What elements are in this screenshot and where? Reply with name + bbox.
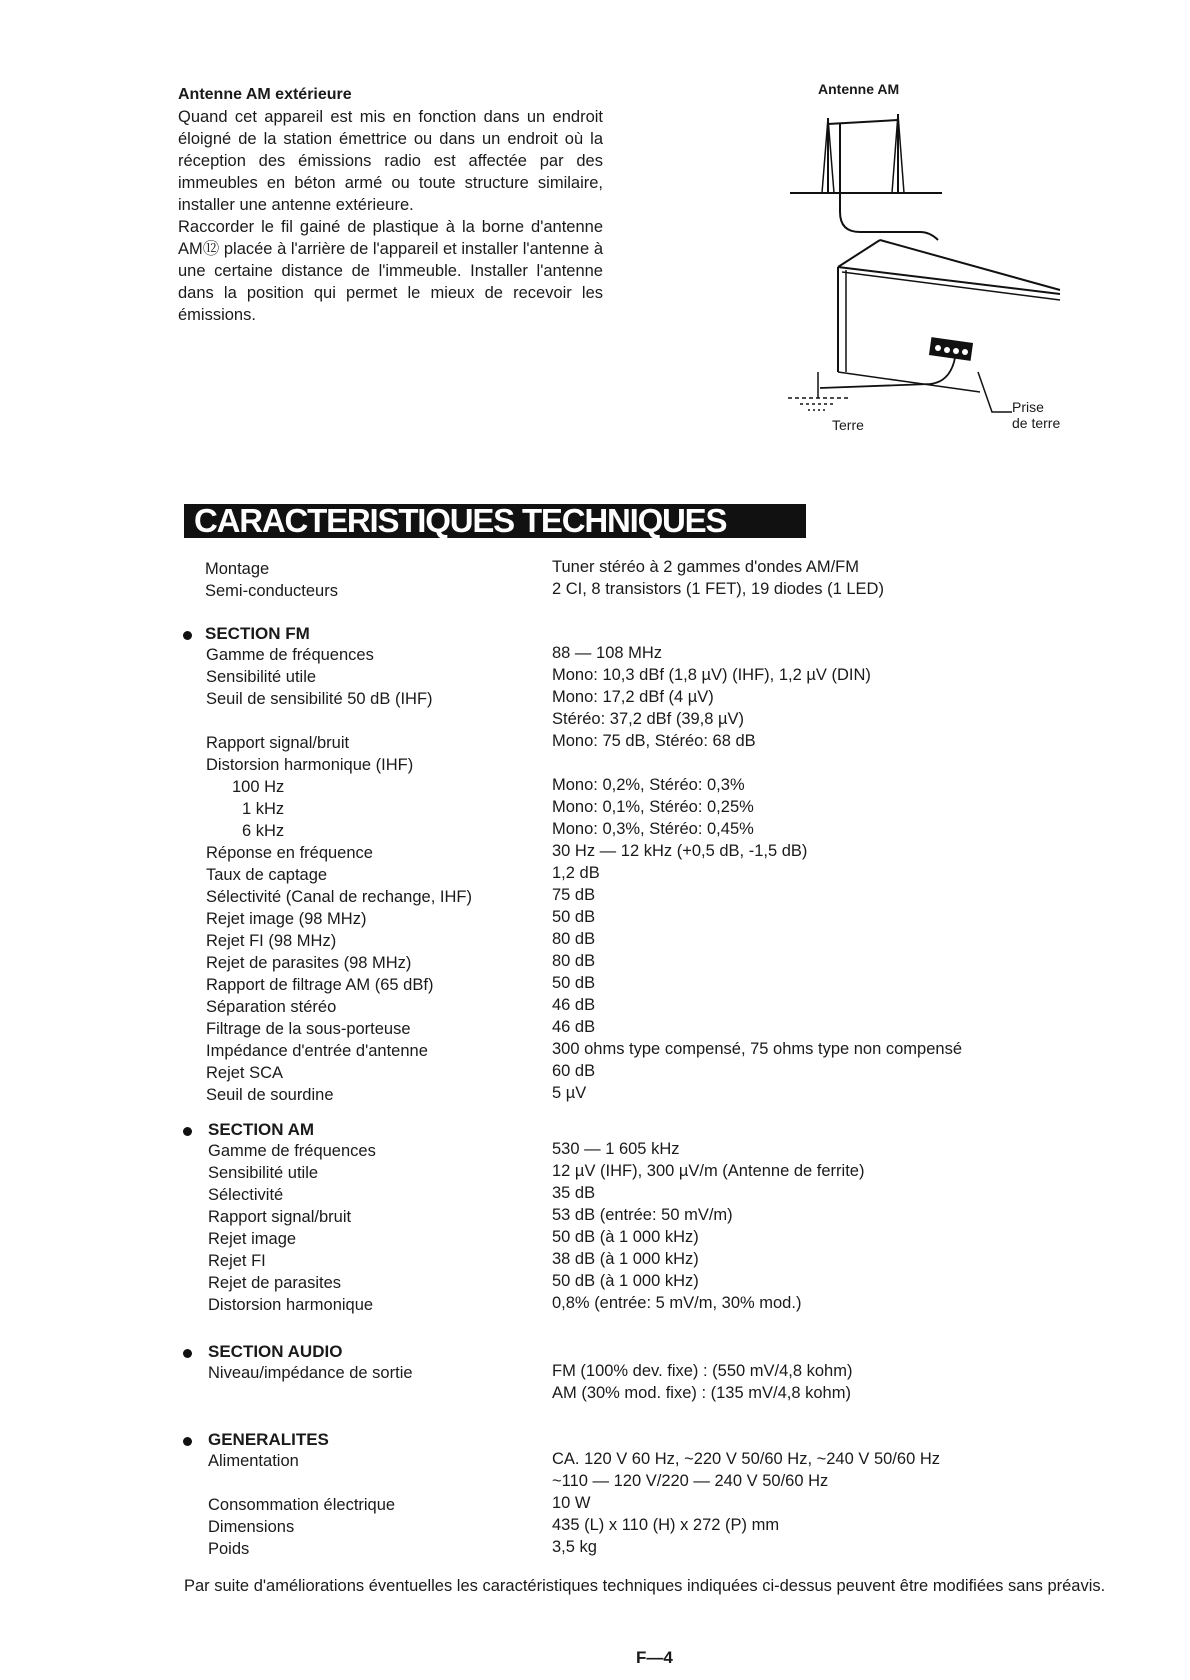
spec-label: Filtrage de la sous-porteuse — [206, 1020, 411, 1038]
spec-value: 50 dB — [552, 974, 596, 992]
spec-value: 50 dB (à 1 000 kHz) — [552, 1272, 699, 1290]
ground-socket-label-2: de terre — [1012, 415, 1061, 431]
spec-value: 30 Hz — 12 kHz (+0,5 dB, -1,5 dB) — [552, 842, 808, 860]
antenna-diagram — [780, 82, 1080, 442]
spec-value: 300 ohms type compensé, 75 ohms type non compensé — [552, 1040, 962, 1058]
spec-value: Mono: 17,2 dBf (4 µV) — [552, 688, 714, 706]
spec-label: Montage — [205, 560, 270, 578]
section-am-title: SECTION AM — [208, 1120, 315, 1139]
spec-value: 46 dB — [552, 1018, 596, 1036]
spec-value: Tuner stéréo à 2 gammes d'ondes AM/FM — [552, 558, 860, 576]
spec-value: ~110 — 120 V/220 — 240 V 50/60 Hz — [552, 1472, 829, 1490]
spec-value: 75 dB — [552, 886, 596, 904]
spec-label: Rejet SCA — [206, 1064, 284, 1082]
ground-socket-pointer — [978, 372, 1012, 412]
spec-label: Rejet image (98 MHz) — [206, 910, 367, 928]
antenna-diagram-svg — [780, 82, 1080, 442]
page-number: F—4 — [636, 1648, 673, 1667]
spec-label: Distorsion harmonique — [208, 1296, 374, 1314]
spec-label: Dimensions — [208, 1518, 295, 1536]
spec-label: Poids — [208, 1540, 250, 1558]
section-audio-title: SECTION AUDIO — [208, 1342, 343, 1361]
spec-label: Impédance d'entrée d'antenne — [206, 1042, 428, 1060]
spec-label: Distorsion harmonique (IHF) — [206, 756, 414, 774]
spec-value: 2 CI, 8 transistors (1 FET), 19 diodes (1 LED) — [552, 580, 884, 598]
ground-socket-label: Prise — [1012, 399, 1044, 415]
spec-value: 53 dB (entrée: 50 mV/m) — [552, 1206, 733, 1224]
spec-label: Rapport de filtrage AM (65 dBf) — [206, 976, 434, 994]
spec-value: Mono: 0,3%, Stéréo: 0,45% — [552, 820, 754, 838]
spec-value: 35 dB — [552, 1184, 596, 1202]
spec-label: Seuil de sensibilité 50 dB (IHF) — [206, 690, 433, 708]
footer-note: Par suite d'améliorations éventuelles les caractéristiques techniques indiquées ci-dessus peuvent être modifiées sans préavis. — [184, 1577, 1106, 1595]
spec-value: 5 µV — [552, 1084, 587, 1102]
section-fm-title: SECTION FM — [205, 624, 310, 643]
spec-label: 100 Hz — [232, 778, 285, 796]
spec-label: Consommation électrique — [208, 1496, 396, 1514]
spec-label: Sensibilité utile — [206, 668, 317, 686]
intro-title: Antenne AM extérieure — [178, 86, 352, 103]
spec-value: 0,8% (entrée: 5 mV/m, 30% mod.) — [552, 1294, 802, 1312]
spec-value: FM (100% dev. fixe) : (550 mV/4,8 kohm) — [552, 1362, 853, 1380]
spec-value: Mono: 10,3 dBf (1,8 µV) (IHF), 1,2 µV (DIN) — [552, 666, 871, 684]
antenna-wire — [828, 120, 898, 124]
spec-label: Rapport signal/bruit — [206, 734, 350, 752]
spec-label: Sélectivité (Canal de rechange, IHF) — [206, 888, 472, 906]
spec-label: Taux de captage — [206, 866, 328, 884]
intro-paragraph: Quand cet appareil est mis en fonction dans un endroit éloigné de la station émettrice ou dans un endroit où la réception des émissions radio est affectée par des immeubles en béton armé ou toute structure similaire, installer une antenne extérieure. — [178, 108, 603, 214]
spec-value: 1,2 dB — [552, 864, 600, 882]
spec-label: Sensibilité utile — [208, 1164, 319, 1182]
spec-label: Rejet FI — [208, 1252, 266, 1270]
spec-label: 6 kHz — [242, 822, 285, 840]
spec-label: Réponse en fréquence — [206, 844, 373, 862]
spec-label: Gamme de fréquences — [208, 1142, 376, 1160]
spec-label: Gamme de fréquences — [206, 646, 374, 664]
spec-label: Alimentation — [208, 1452, 299, 1470]
spec-value: AM (30% mod. fixe) : (135 mV/4,8 kohm) — [552, 1384, 851, 1402]
spec-value: 80 dB — [552, 930, 596, 948]
spec-label: Seuil de sourdine — [206, 1086, 334, 1104]
spec-value: 80 dB — [552, 952, 596, 970]
ground-label: Terre — [832, 417, 864, 433]
bullet-icon — [183, 631, 192, 640]
spec-label: Séparation stéréo — [206, 998, 337, 1016]
spec-value: 60 dB — [552, 1062, 596, 1080]
spec-value: Mono: 75 dB, Stéréo: 68 dB — [552, 732, 756, 750]
spec-value: 12 µV (IHF), 300 µV/m (Antenne de ferrite) — [552, 1162, 865, 1180]
spec-value: 88 — 108 MHz — [552, 644, 663, 662]
spec-value: Mono: 0,1%, Stéréo: 0,25% — [552, 798, 754, 816]
spec-value: 50 dB (à 1 000 kHz) — [552, 1228, 699, 1246]
spec-label: Rejet de parasites (98 MHz) — [206, 954, 412, 972]
spec-label: Rejet de parasites — [208, 1274, 341, 1292]
intro-paragraph-2: Raccorder le fil gainé de plastique à la borne d'antenne AM⑫ placée à l'arrière de l'appareil et installer l'antenne à une certaine distance de l'immeuble. Installer l'antenne dans la position qui permet le mieux de recevoir les émissions. — [178, 218, 603, 324]
intro-section — [178, 86, 603, 326]
bullet-icon — [183, 1437, 192, 1446]
spec-value: 38 dB (à 1 000 kHz) — [552, 1250, 699, 1268]
spec-value: Mono: 0,2%, Stéréo: 0,3% — [552, 776, 745, 794]
section-heading-banner: CARACTERISTIQUES TECHNIQUES — [184, 504, 806, 538]
spec-value: CA. 120 V 60 Hz, ~220 V 50/60 Hz, ~240 V 50/60 Hz — [552, 1450, 940, 1468]
spec-value: 10 W — [552, 1494, 591, 1512]
bullet-icon — [183, 1349, 192, 1358]
spec-label: Sélectivité — [208, 1186, 284, 1204]
spec-label: Niveau/impédance de sortie — [208, 1364, 413, 1382]
spec-value: Stéréo: 37,2 dBf (39,8 µV) — [552, 710, 745, 728]
antenna-label: Antenne AM — [818, 82, 900, 97]
spec-value: 435 (L) x 110 (H) x 272 (P) mm — [552, 1516, 780, 1534]
spec-label: Semi-conducteurs — [205, 582, 338, 600]
bullet-icon — [183, 1127, 192, 1136]
spec-label: Rapport signal/bruit — [208, 1208, 352, 1226]
spec-value: 530 — 1 605 kHz — [552, 1140, 680, 1158]
spec-value: 50 dB — [552, 908, 596, 926]
spec-value: 46 dB — [552, 996, 596, 1014]
spec-label: 1 kHz — [242, 800, 285, 818]
spec-value: 3,5 kg — [552, 1538, 597, 1556]
spec-label: Rejet image — [208, 1230, 297, 1248]
spec-label: Rejet FI (98 MHz) — [206, 932, 337, 950]
lead-in-wire — [840, 124, 938, 240]
section-generalites-title: GENERALITES — [208, 1430, 329, 1449]
